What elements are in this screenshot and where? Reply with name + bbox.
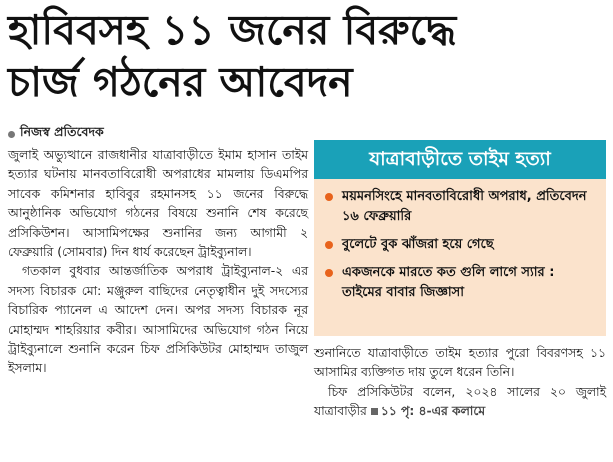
byline-text: নিজস্ব প্রতিবেদক [20,124,104,139]
square-bullet-icon [371,408,378,415]
related-news-item[interactable] [324,235,596,255]
paragraph: গতকাল বুধবার আন্তর্জাতিক অপরাধ ট্রাইব্যুনাল-২ এর সদস্য বিচারক মো: মঞ্জুরুল বাছিদের নেতৃত্বাধীন দুই সদস্যের বিচারিক প্যানেল এ আদেশ দেন। অপর সদস্য বিচারক নূর মোহাম্মদ শাহরিয়ার কবীর। আসামিদের অভিযোগ গঠন নিয়ে ট্রাইব্যুনালে শুনানি করেন চিফ প্রসিকিউটর মোহাম্মদ তাজুল ইসলাম। [8,264,308,376]
bullet-icon [325,269,333,277]
paragraph-text: চিফ প্রসিকিউটর বলেন, ২০২৪ সালের ২০ জুলাই যাত্রাবাড়ীর [314,384,606,419]
related-news-list [314,187,606,303]
related-news-item-text: বুলেটে বুক ঝাঁজরা হয়ে গেছে [342,237,494,252]
paragraph: জুলাই অভ্যুত্থানে রাজধানীর যাত্রাবাড়ীতে ইমাম হাসান তাইম হত্যার ঘটনায় মানবতাবিরোধী অপরাধের মামলায় ডিএমপির সাবেক কমিশনার হাবিবুর রহমানসহ ১১ জনের বিরুদ্ধে আনুষ্ঠানিক অভিযোগ গঠনের বিষয়ে শুনানি শেষ করেছে প্রসিকিউশন। আসামিপক্ষের শুনানির জন্য আগামী ২ ফেব্রুয়ারি (সোমবার) দিন ধার্য করেছেন ট্রাইব্যুনাল। [8,148,308,260]
related-news-item[interactable] [324,263,596,303]
related-news-title: যাত্রাবাড়ীতে তাইম হত্যা [314,140,606,179]
continuation-note[interactable] [367,404,485,418]
related-news-item-text: একজনকে মারতে কত গুলি লাগে স্যার : তাইমের বাবার জিজ্ঞাসা [342,265,555,300]
headline-line-2: চার্জ গঠনের আবেদন [8,58,353,106]
byline [8,124,104,144]
bullet-icon [325,193,333,201]
headline [8,4,608,108]
paragraph: শুনানিতে যাত্রাবাড়ীতে তাইম হত্যার পুরো বিবরণসহ ১১ আসামির ব্যক্তিগত দায় তুলে ধরেন তিনি। [314,346,606,380]
bullet-icon [325,241,333,249]
headline-line-1: হাবিবসহ ১১ জনের বিরুদ্ধে [8,6,457,54]
article-column-right [314,344,606,422]
related-news-item[interactable] [324,187,596,227]
continuation-text: ১১ পৃ: ৪-এর কলামে [380,404,486,419]
bullet-icon [8,131,15,138]
related-news-box [314,140,606,336]
article-column-left [8,146,308,379]
related-news-item-text: ময়মনসিংহে মানবতাবিরোধী অপরাধ, প্রতিবেদন ১৬ ফেব্রুয়ারি [342,189,587,224]
paragraph [314,383,606,422]
